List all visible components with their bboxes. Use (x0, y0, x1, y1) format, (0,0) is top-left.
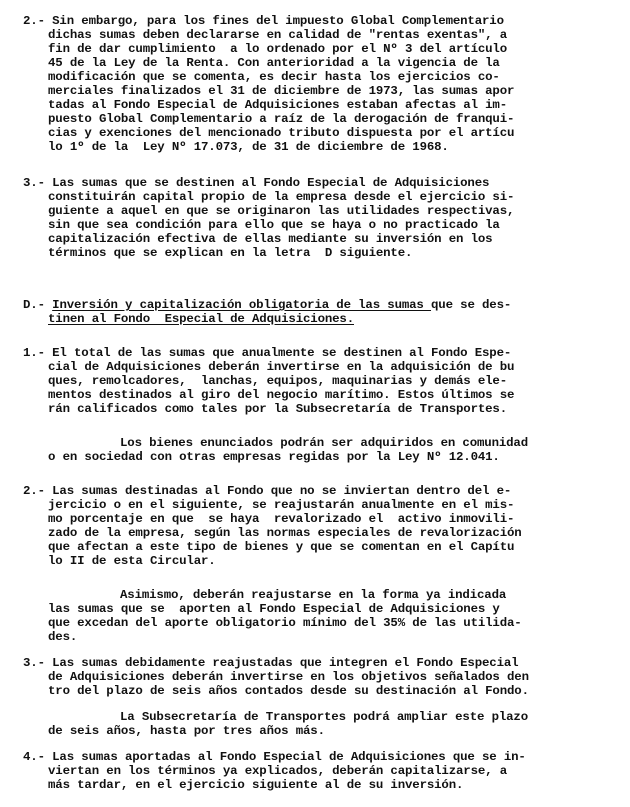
text-line: 2.- Sin embargo, para los fines del impuesto Global Complementario (23, 14, 504, 28)
text-line: modificación que se comenta, es decir hasta los ejercicios co- (48, 70, 500, 84)
text-line: constituirán capital propio de la empresa desde el ejercicio si- (48, 190, 515, 204)
text-line: mentos destinados al giro del negocio marítimo. Estos últimos se (48, 388, 515, 402)
text-line: rán calificados como tales por la Subsecretaría de Transportes. (48, 402, 507, 416)
text-line: de Adquisiciones deberán invertirse en los objetivos señalados den (48, 670, 529, 684)
text-line: lo II de esta Circular. (48, 554, 216, 568)
text-line: que excedan del aporte obligatorio mínimo del 35% de las utilida- (48, 616, 522, 630)
text-line: guiente a aquel en que se originaron las utilidades respectivas, (48, 204, 515, 218)
text-line: tro del plazo de seis años contados desde su destinación al Fondo. (48, 684, 529, 698)
text-line: Los bienes enunciados podrán ser adquiridos en comunidad (120, 436, 528, 450)
text-line: que afectan a este tipo de bienes y que se comentan en el Capítu (48, 540, 515, 554)
text-line: ques, remolcadores, lanchas, equipos, maquinarias y demás ele- (48, 374, 507, 388)
text-line: jercicio o en el siguiente, se reajustarán anualmente en el mis- (48, 498, 515, 512)
text-line: 45 de la Ley de la Renta. Con anterioridad a la vigencia de la (48, 56, 500, 70)
text-line: o en sociedad con otras empresas regidas por la Ley Nº 12.041. (48, 450, 500, 464)
text-line: tinen al Fondo Especial de Adquisiciones. (48, 312, 354, 326)
text-line: tadas al Fondo Especial de Adquisiciones estaban afectas al im- (48, 98, 507, 112)
text-line: mo porcentaje en que se haya revalorizado el activo inmovili- (48, 512, 515, 526)
text-line: Asimismo, deberán reajustarse en la forma ya indicada (120, 588, 507, 602)
text-line: 1.- El total de las sumas que anualmente se destinen al Fondo Espe- (23, 346, 512, 360)
text-line: puesto Global Complementario a raíz de la derogación de franqui- (48, 112, 515, 126)
text-line: más tardar, en el ejercicio siguiente al de su inversión. (48, 778, 464, 792)
text-line: capitalización efectiva de ellas mediante su inversión en los (48, 232, 493, 246)
text-line: viertan en los términos ya explicados, deberán capitalizarse, a (48, 764, 507, 778)
text-line: des. (48, 630, 78, 644)
text-line: cial de Adquisiciones deberán invertirse en la adquisición de bu (48, 360, 515, 374)
text-line: 3.- Las sumas que se destinen al Fondo Especial de Adquisiciones (23, 176, 490, 190)
text-line: las sumas que se aporten al Fondo Especial de Adquisiciones y (48, 602, 500, 616)
text-line: de seis años, hasta por tres años más. (48, 724, 325, 738)
text-line: fin de dar cumplimiento a lo ordenado por el Nº 3 del artículo (48, 42, 507, 56)
text-line: 4.- Las sumas aportadas al Fondo Especial de Adquisiciones que se in- (23, 750, 526, 764)
text-line: cias y exenciones del mencionado tributo dispuesta por el artícu (48, 126, 515, 140)
text-line: D.- Inversión y capitalización obligatoria de las sumas que se des- (23, 298, 512, 312)
text-line: 2.- Las sumas destinadas al Fondo que no se inviertan dentro del e- (23, 484, 512, 498)
text-line: sin que sea condición para ello que se haya o no practicado la (48, 218, 500, 232)
text-line: zado de la empresa, según las normas especiales de revalorización (48, 526, 522, 540)
text-line: La Subsecretaría de Transportes podrá ampliar este plazo (120, 710, 528, 724)
text-line: dichas sumas deben declararse en calidad de "rentas exentas", a (48, 28, 507, 42)
text-line: merciales finalizados el 31 de diciembre de 1973, las sumas apor (48, 84, 515, 98)
text-line: 3.- Las sumas debidamente reajustadas que integren el Fondo Especial (23, 656, 519, 670)
text-line: lo 1º de la Ley Nº 17.073, de 31 de diciembre de 1968. (48, 140, 449, 154)
text-line: términos que se explican en la letra D siguiente. (48, 246, 413, 260)
